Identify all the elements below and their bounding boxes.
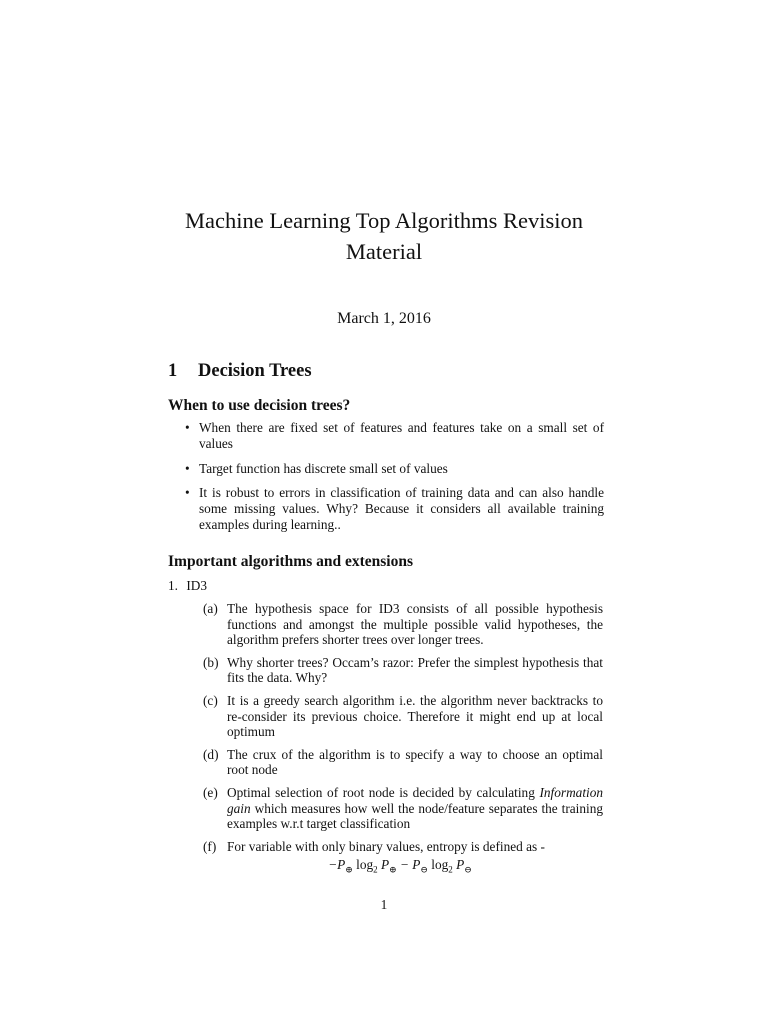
list-item-text: It is a greedy search algorithm i.e. the algorithm never backtracks to re-consider its previous choice. Therefore it might end up at local optimum <box>227 693 603 740</box>
formula-log-base: 2 <box>448 864 453 875</box>
bullet-item: • When there are fixed set of features and features take on a small set of values <box>184 420 604 452</box>
bullet-list <box>184 420 604 542</box>
emphasized-term: Information gain <box>227 785 603 816</box>
formula-log-base: 2 <box>373 864 378 875</box>
bullet-item: • Target function has discrete small set of values <box>184 461 604 477</box>
list-item-label: (e) <box>203 785 218 801</box>
formula-subscript: ⊕ <box>345 864 353 875</box>
list-item-text: For variable with only binary values, entropy is defined as - <box>227 838 545 854</box>
list-item <box>203 839 603 855</box>
subsection-heading-when: When to use decision trees? <box>168 397 351 414</box>
list-item <box>203 785 603 832</box>
list-item-label: (a) <box>203 601 218 616</box>
entropy-formula <box>200 857 600 876</box>
section-title: Decision Trees <box>198 361 312 381</box>
formula-term: P <box>377 857 390 872</box>
list-item <box>203 601 603 648</box>
section-number: 1 <box>168 361 178 381</box>
formula-subscript: ⊖ <box>420 864 428 875</box>
list-item <box>203 655 603 686</box>
list-item-text: The crux of the algorithm is to specify a way to choose an optimal root node <box>227 746 603 778</box>
formula-term: −P <box>328 857 346 872</box>
bullet-item: • It is robust to errors in classification of training data and can also handle some missing values. Why? Because it considers all available training examples during learning.. <box>184 485 604 533</box>
list-item-text-before: Optimal selection of root node is decided by calculating <box>227 785 540 801</box>
formula-subscript: ⊕ <box>389 864 397 875</box>
list-item <box>203 693 603 740</box>
section-heading <box>168 361 312 382</box>
list-item-label: (b) <box>203 654 219 670</box>
list-item-label: (c) <box>203 693 218 709</box>
list-item-text: The hypothesis space for ID3 consists of all possible hypothesis functions and amongst the multiple possible valid hypotheses, the algorithm prefers shorter trees over longer trees. <box>227 601 603 647</box>
enum-label: ID3 <box>186 578 208 593</box>
list-item-text: Why shorter trees? Occam’s razor: Prefer the simplest hypothesis that fits the data. Why? <box>227 654 603 686</box>
document-title <box>100 205 668 267</box>
enum-number: 1. <box>168 578 178 593</box>
list-item <box>203 747 603 778</box>
subsection-heading-algorithms: Important algorithms and extensions <box>168 553 414 570</box>
page-number: 1 <box>380 897 388 912</box>
formula-log: log <box>352 857 374 872</box>
formula-term: P <box>452 857 465 872</box>
title-line-2: Material <box>345 239 423 264</box>
formula-subscript: ⊖ <box>464 864 472 875</box>
formula-term: − P <box>396 857 421 872</box>
list-item-text-after: which measures how well the node/feature separates the training examples w.r.t target classification <box>227 800 603 832</box>
list-item-label: (f) <box>203 838 217 854</box>
sub-enumerated-list <box>203 601 603 862</box>
enumerated-item <box>168 578 207 594</box>
formula-log: log <box>427 857 449 872</box>
list-item-label: (d) <box>203 746 219 762</box>
title-line-1: Machine Learning Top Algorithms Revision <box>185 208 583 233</box>
document-date: March 1, 2016 <box>337 310 431 327</box>
